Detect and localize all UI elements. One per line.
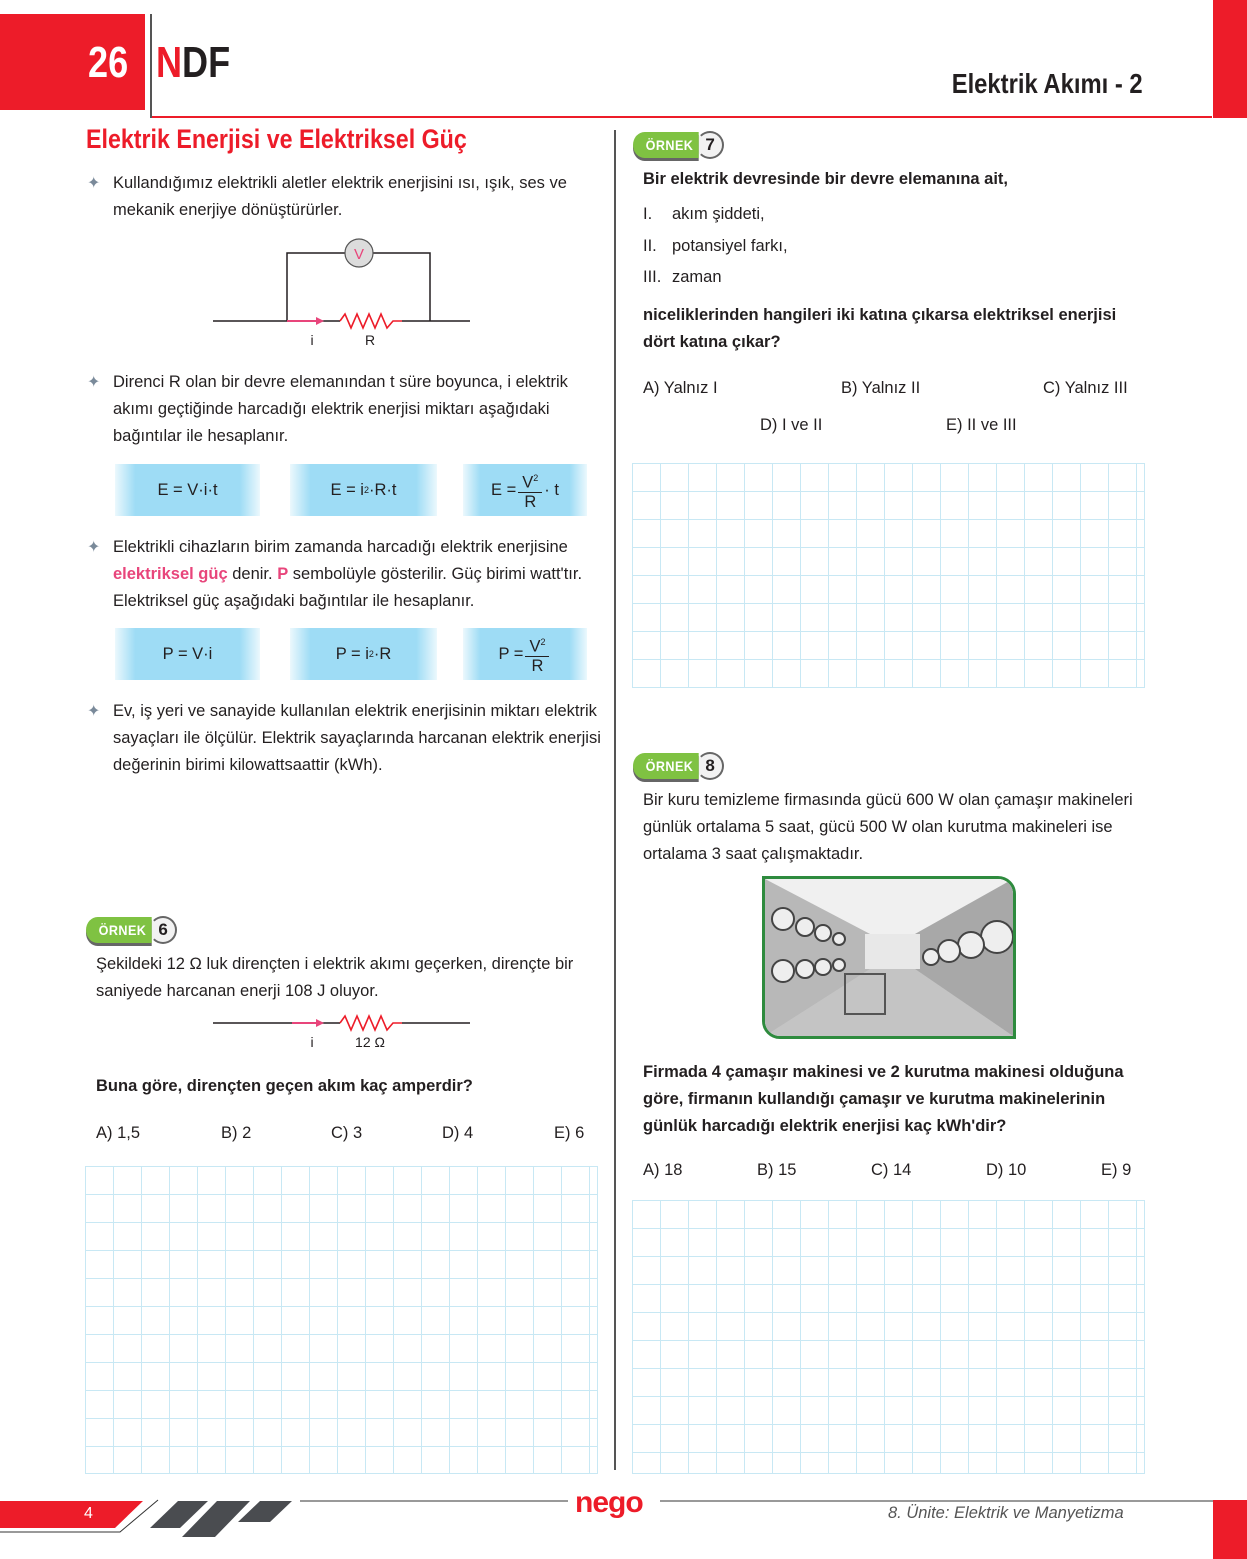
sparkle-bullet-icon: ✦ [87, 175, 101, 192]
section-title: Elektrik Enerjisi ve Elektriksel Güç [86, 124, 467, 154]
brand-n: N [156, 38, 183, 87]
brand-rest: DF [182, 38, 231, 87]
corner-red-bar-bottom [1213, 1500, 1247, 1559]
example-8-option-b[interactable]: B) 15 [757, 1161, 797, 1179]
header-rule [152, 116, 1212, 118]
laundromat-image-icon [765, 879, 1013, 1036]
footer-rule-left [300, 1500, 568, 1502]
example-6-question: Buna göre, dirençten geçen akım kaç amperdir? [96, 1077, 473, 1095]
formula-power-i2r: P = i 2 ·R [290, 628, 437, 680]
example-6-option-a[interactable]: A) 1,5 [96, 1124, 141, 1142]
unit-label: 8. Ünite: Elektrik ve Manyetizma [888, 1504, 1124, 1522]
example-8-solution-grid[interactable] [632, 1200, 1145, 1474]
symbol-highlight: P [277, 565, 289, 583]
column-divider [614, 130, 616, 1470]
example-7-option-c[interactable]: C) Yalnız III [1043, 379, 1128, 397]
svg-text:i: i [310, 1034, 314, 1050]
bullet-paragraph-2: ✦ Direnci R olan bir devre elemanından t süre boyunca, i elektrik akımı geçtiğinde harcadığı elektrik enerjisi miktarı aşağıdaki bağıntılar ile hesaplanır. [113, 369, 603, 450]
example-8-option-c[interactable]: C) 14 [871, 1161, 912, 1179]
laundromat-photo [762, 876, 1016, 1039]
example-7-item-3: III. zaman [643, 268, 722, 286]
example-6-text: Şekildeki 12 Ω luk dirençten i elektrik akımı geçerken, dirençte bir saniyede harcanan enerji 108 J oluyor. [96, 955, 574, 1000]
example-6-option-b[interactable]: B) 2 [221, 1124, 252, 1142]
page-number: 4 [84, 1505, 93, 1522]
svg-text:i: i [310, 332, 314, 348]
example-7-item-1: I. akım şiddeti, [643, 205, 765, 223]
circuit-diagram-voltmeter [210, 238, 475, 348]
brand-logo [156, 38, 230, 88]
example-8-text: Bir kuru temizleme firmasında gücü 600 W olan çamaşır makineleri günlük ortalama 5 saat, gücü 500 W olan kurutma makineleri ise ortalama 3 saat çalışmaktadır. [643, 791, 1133, 863]
example-8-badge: ÖRNEK 8 [633, 751, 724, 781]
bullet-paragraph-3: ✦ Elektrikli cihazların birim zamanda harcadığı elektrik enerjisine elektriksel güç denir. P sembolüyle gösterilir. Güç birimi watt'tır. Elektriksel güç aşağıdaki bağıntılar ile hesaplanır. [113, 534, 603, 615]
formula-power-v2r: P = $\frac{V^2}{R}$ [463, 628, 587, 680]
bullet-paragraph-4: ✦ Ev, iş yeri ve sanayide kullanılan elektrik enerjisinin miktarı elektrik sayaçları ile ölçülür. Elektrik sayaçlarında harcanan elektrik enerjisi değerinin birimi kilowattsaattir (kWh). [113, 698, 603, 779]
example-6-option-e[interactable]: E) 6 [554, 1124, 585, 1142]
example-8-question: Firmada 4 çamaşır makinesi ve 2 kurutma makinesi olduğuna göre, firmanın kullandığı çamaşır ve kurutma makinelerinin günlük harcadığı elektrik enerjisi kaç kWh'dir? [643, 1063, 1124, 1135]
header-divider [150, 14, 152, 118]
example-7-option-b[interactable]: B) Yalnız II [841, 379, 921, 397]
corner-red-bar [1213, 0, 1247, 118]
publisher-logo: nego [575, 1486, 643, 1519]
example-6-option-c[interactable]: C) 3 [331, 1124, 363, 1142]
formula-energy-vit: E = V·i·t [115, 464, 260, 516]
example-7-question: niceliklerinden hangileri iki katına çıkarsa elektriksel enerjisi dört katına çıkar? [643, 306, 1117, 351]
term-highlight: elektriksel güç [113, 565, 228, 583]
example-8-option-a[interactable]: A) 18 [643, 1161, 683, 1179]
formula-energy-v2rt: E = $\frac{V^2}{R}$ · t [463, 464, 587, 516]
sparkle-bullet-icon: ✦ [87, 703, 101, 720]
example-7-intro: Bir elektrik devresinde bir devre elemanına ait, [643, 170, 1008, 188]
formula-power-vi: P = V·i [115, 628, 260, 680]
example-6-solution-grid[interactable] [85, 1166, 598, 1474]
circuit-diagram-resistor [210, 1012, 475, 1054]
example-7-item-2: II. potansiyel farkı, [643, 237, 788, 255]
page-code: 26 [88, 38, 129, 87]
bullet-paragraph-1: ✦ Kullandığımız elektrikli aletler elektrik enerjisini ısı, ışık, ses ve mekanik enerjiye dönüştürürler. [113, 170, 603, 224]
example-8-option-e[interactable]: E) 9 [1101, 1161, 1132, 1179]
formula-energy-i2rt: E = i 2 ·R·t [290, 464, 437, 516]
footer-stripes [0, 1495, 300, 1540]
example-8-option-d[interactable]: D) 10 [986, 1161, 1027, 1179]
example-7-badge: ÖRNEK 7 [633, 130, 724, 160]
example-7-option-e[interactable]: E) II ve III [946, 416, 1017, 434]
chapter-title: Elektrik Akımı - 2 [952, 68, 1143, 99]
svg-text:V: V [353, 246, 365, 263]
sparkle-bullet-icon: ✦ [87, 539, 101, 556]
example-7-option-d[interactable]: D) I ve II [760, 416, 823, 434]
example-7-option-a[interactable]: A) Yalnız I [643, 379, 718, 397]
svg-text:R: R [364, 332, 376, 348]
sparkle-bullet-icon: ✦ [87, 374, 101, 391]
example-6-option-d[interactable]: D) 4 [442, 1124, 474, 1142]
footer-rule-right [660, 1500, 1213, 1502]
svg-text:12 Ω: 12 Ω [355, 1034, 385, 1050]
example-6-badge: ÖRNEK 6 [86, 915, 177, 945]
example-7-solution-grid[interactable] [632, 463, 1145, 688]
